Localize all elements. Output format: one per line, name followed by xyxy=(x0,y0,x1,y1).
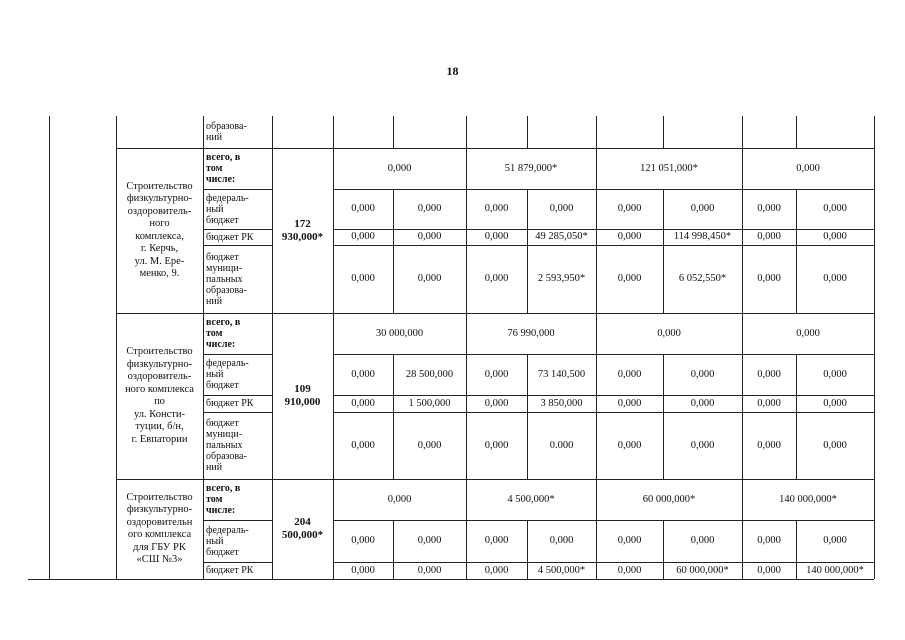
grid-line xyxy=(527,395,528,412)
grid-line xyxy=(466,520,467,562)
grid-line xyxy=(596,562,597,579)
grid-line xyxy=(663,189,664,229)
value-cell: 0,000 xyxy=(484,273,509,284)
row-separator xyxy=(203,412,272,413)
table-border-left xyxy=(49,116,50,579)
grid-line xyxy=(796,354,797,395)
value-cell: 0,000 xyxy=(351,203,375,214)
grid-line xyxy=(796,520,797,562)
table-border-right xyxy=(874,313,875,479)
project-name: Строительство физкультурно- оздоровитель- ного комплекса, г. Керчь, ул. М. Ере- менко, 9. xyxy=(126,180,193,279)
grid-line xyxy=(742,520,743,562)
page-number: 18 xyxy=(446,64,459,78)
grid-line xyxy=(742,116,743,148)
value-cell: 0,000 xyxy=(484,564,509,576)
value-cell: 0,000 xyxy=(757,397,781,409)
grid-line xyxy=(527,229,528,245)
value-cell: 0,000 xyxy=(617,368,642,380)
grid-line xyxy=(742,479,743,520)
grid-line xyxy=(466,412,467,479)
value-cell: 60 000,000* xyxy=(676,564,729,576)
value-cell: 0,000 xyxy=(484,368,509,380)
row-label: федераль- ный бюджет xyxy=(206,192,249,226)
value-cell: 0,000 xyxy=(757,564,781,576)
value-cell: 0,000 xyxy=(351,273,375,284)
grid-line xyxy=(796,412,797,479)
row-label: всего, в том числе: xyxy=(206,317,241,350)
grid-line xyxy=(393,229,394,245)
grid-line xyxy=(663,395,664,412)
value-cell: 0,000 xyxy=(823,397,847,409)
grid-line xyxy=(466,229,467,245)
value-cell: 0,000 xyxy=(617,273,642,284)
row-separator xyxy=(203,354,272,355)
year-total-cell: 121 051,000* xyxy=(640,162,698,174)
value-cell: 0,000 xyxy=(549,535,574,546)
grid-line xyxy=(596,479,597,520)
grid-line xyxy=(663,412,664,479)
value-cell: 0,000 xyxy=(617,397,642,409)
value-cell: 0,000 xyxy=(823,231,847,242)
grid-line xyxy=(527,412,528,479)
value-cell: 0,000 xyxy=(417,231,442,242)
grid-line xyxy=(596,412,597,479)
grid-line xyxy=(466,313,467,354)
year-total-cell: 0,000 xyxy=(796,327,820,339)
grid-line xyxy=(393,520,394,562)
table-border-right xyxy=(874,479,875,579)
value-cell: 0,000 xyxy=(823,203,847,214)
value-cell: 0,000 xyxy=(690,368,715,380)
grid-line xyxy=(527,189,528,229)
value-cell: 0,000 xyxy=(617,564,642,576)
grid-line xyxy=(742,229,743,245)
grid-line xyxy=(393,245,394,313)
value-cell: 1 500,000 xyxy=(408,397,451,409)
year-total-cell: 60 000,000* xyxy=(642,493,696,505)
value-cell: 0,000 xyxy=(484,397,509,409)
grid-line xyxy=(742,354,743,395)
project-total: 204 500,000* xyxy=(281,516,324,541)
grid-line xyxy=(466,354,467,395)
year-total-cell: 76 990,000 xyxy=(507,327,555,339)
value-cell: 0,000 xyxy=(417,439,442,451)
value-cell: 0,000 xyxy=(823,273,847,284)
grid-line xyxy=(393,116,394,148)
grid-line xyxy=(527,354,528,395)
value-cell: 0,000 xyxy=(417,273,442,284)
year-total-cell: 0,000 xyxy=(387,493,412,505)
value-cell: 140 000,000* xyxy=(806,564,864,576)
grid-line xyxy=(742,395,743,412)
value-cell: 2 593,950* xyxy=(537,273,586,284)
year-total-cell: 4 500,000* xyxy=(507,493,555,505)
value-cell: 0,000 xyxy=(690,535,715,546)
row-separator xyxy=(203,562,272,563)
value-cell: 28 500,000 xyxy=(405,368,454,380)
grid-line xyxy=(796,189,797,229)
grid-line xyxy=(742,562,743,579)
value-cell: 0,000 xyxy=(484,439,509,451)
grid-line xyxy=(596,395,597,412)
grid-line xyxy=(663,562,664,579)
value-cell: 0,000 xyxy=(757,231,781,242)
project-name: Строительство физкультурно- оздоровительн ого комплекса для ГБУ РК «СШ №3» xyxy=(126,491,193,565)
grid-line xyxy=(742,148,743,189)
value-cell: 0,000 xyxy=(484,535,509,546)
grid-line xyxy=(663,116,664,148)
grid-line xyxy=(596,148,597,189)
value-cell: 0.000 xyxy=(549,439,574,451)
value-cell: 0,000 xyxy=(757,439,781,451)
grid-line xyxy=(527,116,528,148)
year-total-cell: 0,000 xyxy=(657,327,681,339)
grid-line xyxy=(742,313,743,354)
value-cell: 0,000 xyxy=(351,231,375,242)
value-cell: 3 850,000 xyxy=(540,397,583,409)
value-cell: 0,000 xyxy=(351,397,375,409)
grid-line xyxy=(466,116,467,148)
year-total-cell: 30 000,000 xyxy=(375,327,424,339)
grid-line xyxy=(466,395,467,412)
grid-line xyxy=(596,245,597,313)
year-total-cell: 51 879,000* xyxy=(504,162,558,174)
grid-line xyxy=(466,245,467,313)
value-cell: 0,000 xyxy=(617,203,642,214)
value-cell: 0,000 xyxy=(757,535,781,546)
project-name: Строительство физкультурно- оздоровитель- ного комплекса по ул. Консти- туции, б/н, г. Евпатории xyxy=(125,346,194,445)
project-total: 109 910,000 xyxy=(284,383,321,408)
table-border-right xyxy=(874,148,875,313)
value-cell: 0,000 xyxy=(757,203,781,214)
grid-line xyxy=(527,562,528,579)
top-fragment-label: образова- ний xyxy=(206,121,247,143)
value-cell: 0,000 xyxy=(351,564,375,576)
row-label: всего, в том числе: xyxy=(206,483,241,516)
grid-line xyxy=(596,520,597,562)
grid-line xyxy=(466,562,467,579)
grid-line xyxy=(466,148,467,189)
grid-line xyxy=(393,562,394,579)
grid-line xyxy=(596,116,597,148)
year-total-cell: 0,000 xyxy=(387,162,412,174)
grid-line xyxy=(742,245,743,313)
grid-line xyxy=(742,189,743,229)
row-label: бюджет РК xyxy=(206,231,254,243)
value-cell: 0,000 xyxy=(690,203,715,214)
value-cell: 4 500,000* xyxy=(537,564,586,576)
grid-line xyxy=(796,395,797,412)
grid-line xyxy=(393,354,394,395)
grid-line xyxy=(527,520,528,562)
row-label: бюджет муници- пальных образова- ний xyxy=(206,251,247,307)
value-cell: 6 052,550* xyxy=(678,273,727,284)
grid-line xyxy=(466,189,467,229)
value-cell: 0,000 xyxy=(484,231,509,242)
value-cell: 0,000 xyxy=(484,203,509,214)
value-cell: 0,000 xyxy=(417,564,442,576)
value-cell: 0,000 xyxy=(351,535,375,546)
value-cell: 0,000 xyxy=(617,439,642,451)
grid-line xyxy=(663,229,664,245)
value-cell: 0,000 xyxy=(757,273,781,284)
value-cell: 0,000 xyxy=(417,203,442,214)
value-cell: 0,000 xyxy=(823,535,847,546)
value-cell: 0,000 xyxy=(823,439,847,451)
value-cell: 0,000 xyxy=(690,439,715,451)
grid-line xyxy=(796,245,797,313)
value-cell: 0,000 xyxy=(690,397,715,409)
row-separator xyxy=(203,245,272,246)
value-cell: 49 285,050* xyxy=(535,231,588,242)
grid-line xyxy=(333,116,334,148)
project-total: 172 930,000* xyxy=(281,217,324,243)
grid-line xyxy=(742,412,743,479)
grid-line xyxy=(663,520,664,562)
year-total-cell: 140 000,000* xyxy=(779,493,837,505)
row-separator xyxy=(203,229,272,230)
value-cell: 114 998,450* xyxy=(673,231,732,242)
grid-line xyxy=(393,395,394,412)
grid-line xyxy=(393,412,394,479)
grid-line xyxy=(874,116,875,148)
value-cell: 0,000 xyxy=(351,439,375,451)
value-cell: 0,000 xyxy=(617,231,642,242)
table-bottom-margin-line xyxy=(28,579,49,580)
grid-line xyxy=(596,313,597,354)
value-cell: 0,000 xyxy=(549,203,574,214)
row-label: бюджет РК xyxy=(206,398,254,409)
row-separator xyxy=(203,395,272,396)
grid-line xyxy=(596,189,597,229)
grid-line xyxy=(466,479,467,520)
row-separator xyxy=(203,189,272,190)
grid-line xyxy=(663,354,664,395)
row-label: всего, в том числе: xyxy=(206,152,241,185)
value-cell: 0,000 xyxy=(757,368,781,380)
grid-line xyxy=(796,116,797,148)
grid-line xyxy=(527,245,528,313)
row-label: федераль- ный бюджет xyxy=(206,358,249,391)
year-total-cell: 0,000 xyxy=(796,162,820,174)
row-label: бюджет РК xyxy=(206,565,254,576)
grid-line xyxy=(596,229,597,245)
grid-line xyxy=(596,354,597,395)
grid-line xyxy=(796,562,797,579)
value-cell: 73 140,500 xyxy=(537,368,586,380)
value-cell: 0,000 xyxy=(351,368,375,380)
row-label: федераль- ный бюджет xyxy=(206,524,249,558)
row-label: бюджет муници- пальных образова- ний xyxy=(206,418,247,473)
value-cell: 0,000 xyxy=(617,535,642,546)
row-separator xyxy=(203,520,272,521)
value-cell: 0,000 xyxy=(417,535,442,546)
grid-line xyxy=(663,245,664,313)
value-cell: 0,000 xyxy=(823,368,847,380)
project-separator xyxy=(116,579,874,580)
grid-line xyxy=(796,229,797,245)
grid-line xyxy=(393,189,394,229)
